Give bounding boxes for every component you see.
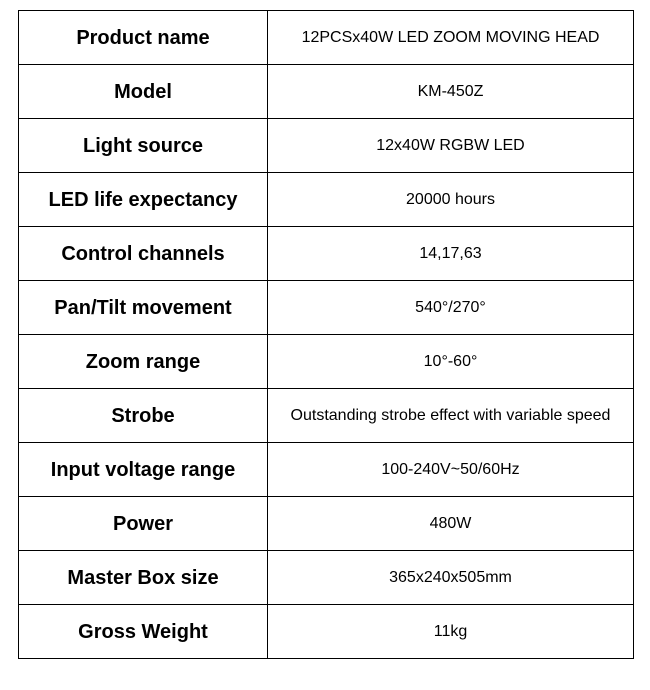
spec-label: Model xyxy=(19,65,268,119)
spec-value: 365x240x505mm xyxy=(268,551,634,605)
table-row xyxy=(19,389,634,443)
spec-value: 12PCSx40W LED ZOOM MOVING HEAD xyxy=(268,11,634,65)
spec-value: 100-240V~50/60Hz xyxy=(268,443,634,497)
spec-value: 20000 hours xyxy=(268,173,634,227)
table-row xyxy=(19,497,634,551)
table-row xyxy=(19,443,634,497)
spec-label: Input voltage range xyxy=(19,443,268,497)
table-row xyxy=(19,335,634,389)
spec-value: 14,17,63 xyxy=(268,227,634,281)
table-row xyxy=(19,227,634,281)
spec-value: 540°/270° xyxy=(268,281,634,335)
spec-value: 11kg xyxy=(268,605,634,659)
spec-value: 480W xyxy=(268,497,634,551)
spec-value: KM-450Z xyxy=(268,65,634,119)
table-row xyxy=(19,11,634,65)
table-row xyxy=(19,551,634,605)
spec-label: LED life expectancy xyxy=(19,173,268,227)
spec-label: Zoom range xyxy=(19,335,268,389)
spec-value: 10°-60° xyxy=(268,335,634,389)
table-row xyxy=(19,119,634,173)
table-row xyxy=(19,605,634,659)
spec-label: Light source xyxy=(19,119,268,173)
spec-value: 12x40W RGBW LED xyxy=(268,119,634,173)
spec-label: Control channels xyxy=(19,227,268,281)
table-row xyxy=(19,65,634,119)
spec-label: Pan/Tilt movement xyxy=(19,281,268,335)
table-row xyxy=(19,173,634,227)
spec-table xyxy=(18,10,634,659)
spec-label: Master Box size xyxy=(19,551,268,605)
spec-value: Outstanding strobe effect with variable speed xyxy=(268,389,634,443)
spec-label: Power xyxy=(19,497,268,551)
spec-label: Gross Weight xyxy=(19,605,268,659)
spec-label: Product name xyxy=(19,11,268,65)
spec-label: Strobe xyxy=(19,389,268,443)
table-row xyxy=(19,281,634,335)
